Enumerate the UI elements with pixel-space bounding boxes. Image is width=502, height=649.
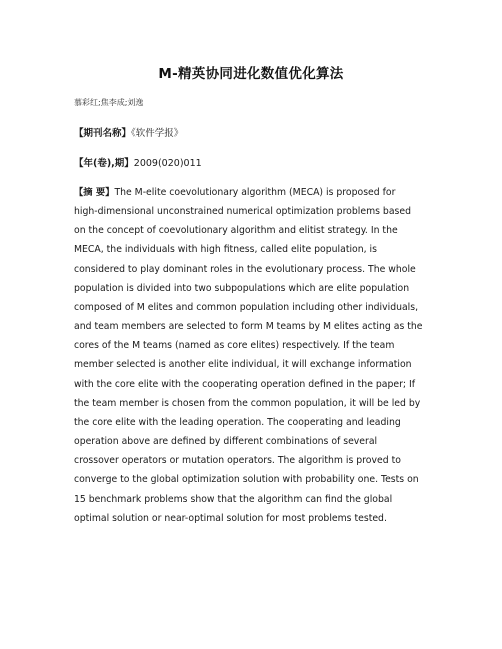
abstract-line: the team member is chosen from the common population, it will be led by xyxy=(74,397,421,409)
abstract-line-text: The M-elite coevolutionary algorithm (MECA) is proposed for xyxy=(114,187,396,198)
abstract-line xyxy=(74,183,430,202)
authors-line: 慕彩红;焦李成;刘逸 xyxy=(74,98,144,107)
abstract-line: considered to play dominant roles in the evolutionary process. The whole xyxy=(74,263,416,275)
abstract-line: with the core elite with the cooperating operation defined in the paper; If xyxy=(74,378,416,390)
journal-value: 《软件学报》 xyxy=(131,128,184,139)
abstract-line: the core elite with the leading operation. The cooperating and leading xyxy=(74,416,401,428)
abstract-line: 15 benchmark problems show that the algorithm can find the global xyxy=(74,493,393,505)
journal-line xyxy=(74,125,183,139)
paper-title: M-精英协同进化数值优化算法 xyxy=(158,66,344,82)
year-label: 【年(卷),期】 xyxy=(74,158,134,169)
abstract-line: MECA, the individuals with high fitness, called elite population, is xyxy=(74,244,377,256)
abstract-line: cores of the M teams (named as core elites) respectively. If the team xyxy=(74,340,395,352)
abstract-line: optimal solution or near-optimal solution for most problems tested. xyxy=(74,512,387,524)
abstract-line: member selected is another elite individual, it will exchange information xyxy=(74,359,412,371)
abstract-line: on the concept of coevolutionary algorithm and elitist strategy. In the xyxy=(74,225,398,237)
abstract-line: high-dimensional unconstrained numerical optimization problems based xyxy=(74,206,411,218)
year-value: 2009(020)011 xyxy=(133,158,202,169)
abstract-line: crossover operators or mutation operators. The algorithm is proved to xyxy=(74,455,401,467)
abstract-line: operation above are defined by different combinations of several xyxy=(74,436,378,448)
abstract-block xyxy=(74,183,430,528)
abstract-line: converge to the global optimization solution with probability one. Tests on xyxy=(74,474,419,486)
journal-label: 【期刊名称】 xyxy=(74,128,132,139)
abstract-line: and team members are selected to form M teams by M elites acting as the xyxy=(74,321,423,333)
abstract-label: 【摘 要】 xyxy=(74,187,115,198)
abstract-line: population is divided into two subpopulations which are elite population xyxy=(74,282,410,294)
abstract-line: composed of M elites and common population including other individuals, xyxy=(74,301,419,313)
year-volume-issue-line xyxy=(74,155,202,169)
